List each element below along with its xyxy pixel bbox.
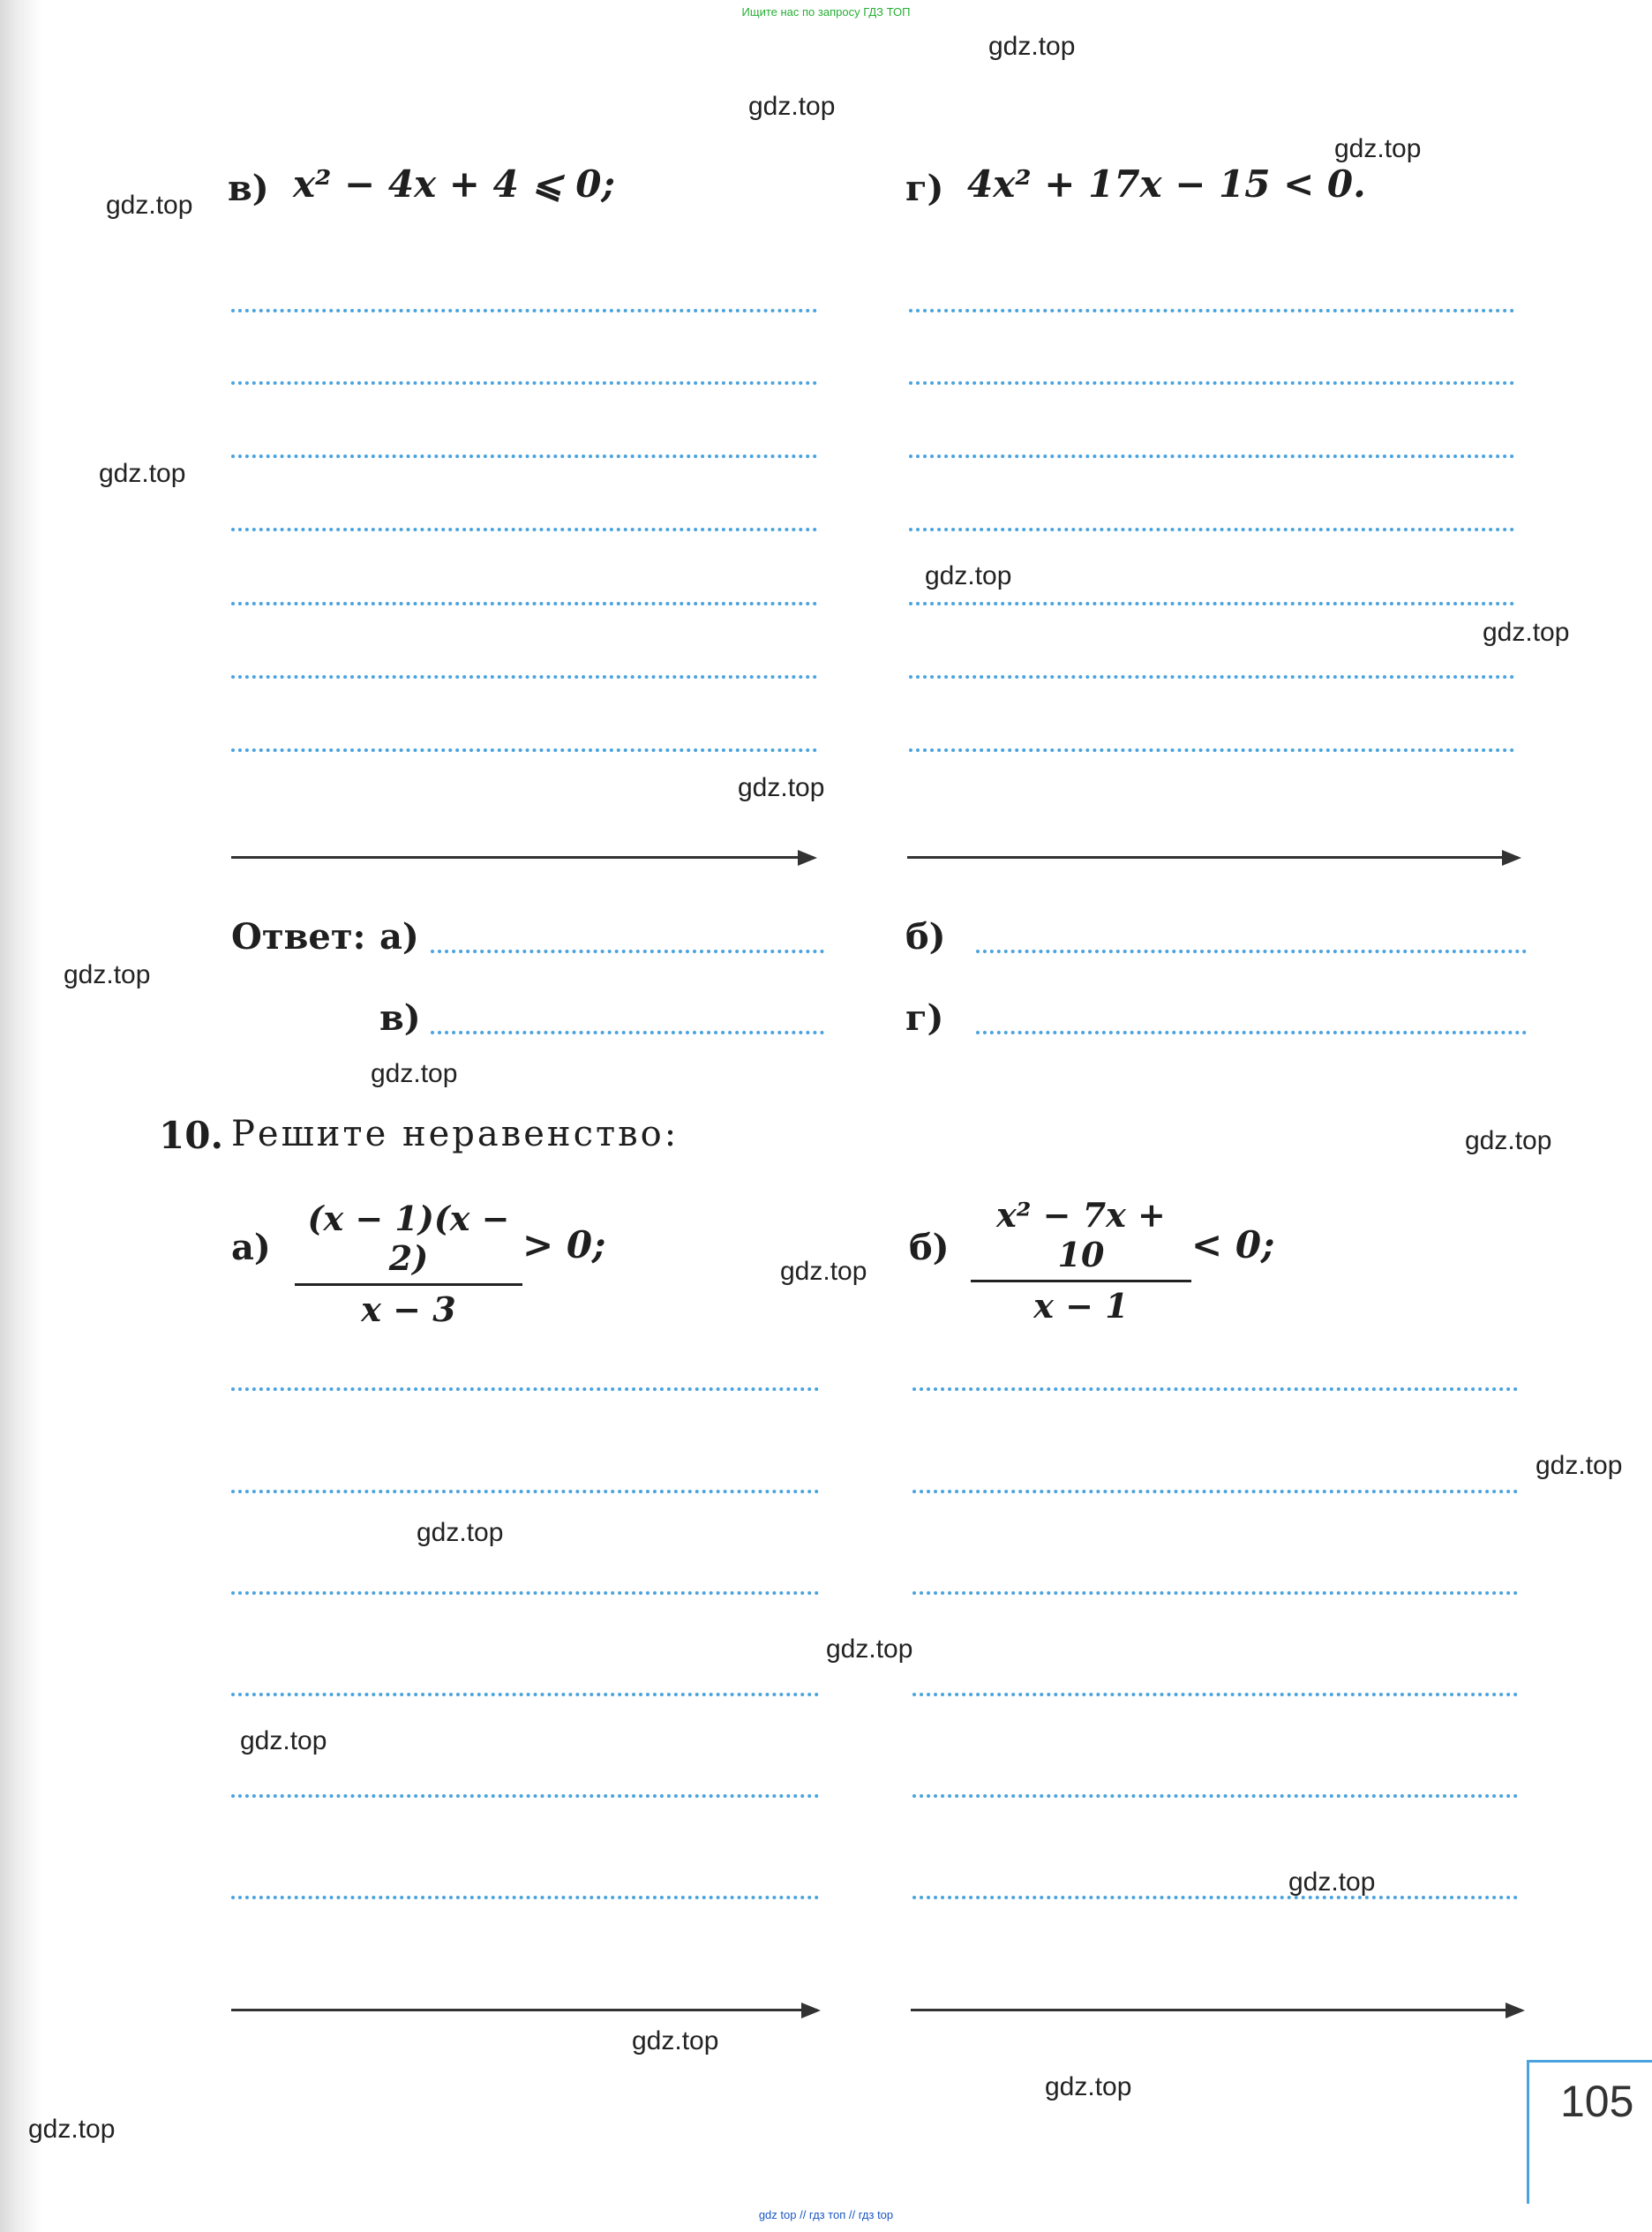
task10-b-numerator: x² − 7x + 10 [996, 1195, 1166, 1274]
task10-b-denominator: x − 1 [1033, 1286, 1129, 1326]
working-line[interactable] [912, 1591, 1518, 1595]
working-line[interactable] [912, 1693, 1518, 1696]
answer-b-label: б) [905, 916, 946, 958]
watermark: gdz.top [780, 1257, 867, 1286]
watermark: gdz.top [1045, 2072, 1132, 2101]
working-line[interactable] [912, 1896, 1518, 1899]
part-g-inequality: 4x² + 17x − 15 < 0. [967, 162, 1366, 206]
answer-b-line[interactable] [976, 950, 1527, 953]
task10-b-relation: < 0; [1191, 1223, 1275, 1266]
task10-a-relation: > 0; [522, 1223, 606, 1266]
task10-a-label: а) [231, 1227, 271, 1268]
working-line[interactable] [231, 602, 817, 605]
watermark: gdz.top [826, 1635, 913, 1664]
watermark: gdz.top [1288, 1868, 1376, 1897]
watermark: gdz.top [28, 2115, 116, 2144]
working-line[interactable] [231, 455, 817, 458]
working-line[interactable] [231, 1591, 819, 1595]
working-line[interactable] [231, 748, 817, 752]
watermark: gdz.top [417, 1518, 504, 1547]
top-banner: Ищите нас по запросу ГДЗ ТОП [741, 5, 911, 19]
working-line[interactable] [231, 309, 817, 312]
number-line-axis [911, 2009, 1521, 2011]
answer-v-label: в) [379, 997, 421, 1039]
working-line[interactable] [909, 528, 1514, 531]
watermark: gdz.top [1483, 618, 1570, 647]
watermark: gdz.top [1465, 1126, 1552, 1155]
watermark: gdz.top [632, 2026, 719, 2055]
watermark: gdz.top [738, 773, 825, 802]
answer-g-label: г) [905, 997, 944, 1039]
fraction-bar [971, 1280, 1191, 1282]
watermark: gdz.top [925, 561, 1012, 590]
watermark: gdz.top [240, 1726, 327, 1755]
bottom-banner: gdz top // гдз топ // гдз top [758, 2208, 894, 2221]
answer-g-line[interactable] [976, 1031, 1527, 1034]
watermark: gdz.top [1536, 1451, 1623, 1480]
part-v-inequality: x² − 4x + 4 ⩽ 0; [293, 162, 615, 206]
number-line-axis [231, 856, 814, 859]
working-line[interactable] [912, 1490, 1518, 1493]
working-line[interactable] [231, 675, 817, 679]
working-line[interactable] [231, 381, 817, 385]
answer-a-line[interactable] [431, 950, 824, 953]
fraction-bar [295, 1283, 522, 1286]
working-line[interactable] [231, 1693, 819, 1696]
working-line[interactable] [909, 455, 1514, 458]
task10-a-fraction [295, 1199, 522, 1329]
working-line[interactable] [912, 1387, 1518, 1391]
working-line[interactable] [909, 381, 1514, 385]
task-statement: Решите неравенство: [231, 1114, 680, 1154]
working-line[interactable] [231, 528, 817, 531]
task10-b-fraction [971, 1195, 1191, 1326]
task10-a-numerator: (x − 1)(x − 2) [307, 1199, 510, 1278]
page-spine-shadow [0, 0, 42, 2232]
task10-a-denominator: x − 3 [361, 1289, 456, 1329]
working-line[interactable] [909, 675, 1514, 679]
number-line-axis [231, 2009, 817, 2011]
answer-title: Ответ: [231, 916, 366, 958]
working-line[interactable] [909, 309, 1514, 312]
working-line[interactable] [231, 1896, 819, 1899]
task-number: 10. [159, 1114, 224, 1157]
watermark: gdz.top [1334, 134, 1422, 163]
watermark: gdz.top [64, 960, 151, 989]
number-line-axis [907, 856, 1518, 859]
watermark: gdz.top [99, 459, 186, 488]
answer-a-label: а) [379, 916, 419, 958]
watermark: gdz.top [988, 32, 1076, 61]
working-line[interactable] [231, 1490, 819, 1493]
task10-b-label: б) [909, 1227, 950, 1268]
working-line[interactable] [231, 1794, 819, 1798]
watermark: gdz.top [106, 191, 193, 220]
answer-v-line[interactable] [431, 1031, 824, 1034]
working-line[interactable] [912, 1794, 1518, 1798]
working-line[interactable] [231, 1387, 819, 1391]
part-v-label: в) [228, 168, 269, 209]
watermark: gdz.top [748, 92, 836, 121]
working-line[interactable] [909, 602, 1514, 605]
part-g-label: г) [905, 168, 944, 209]
watermark: gdz.top [371, 1059, 458, 1088]
working-line[interactable] [909, 748, 1514, 752]
page-number: 105 [1560, 2077, 1634, 2126]
